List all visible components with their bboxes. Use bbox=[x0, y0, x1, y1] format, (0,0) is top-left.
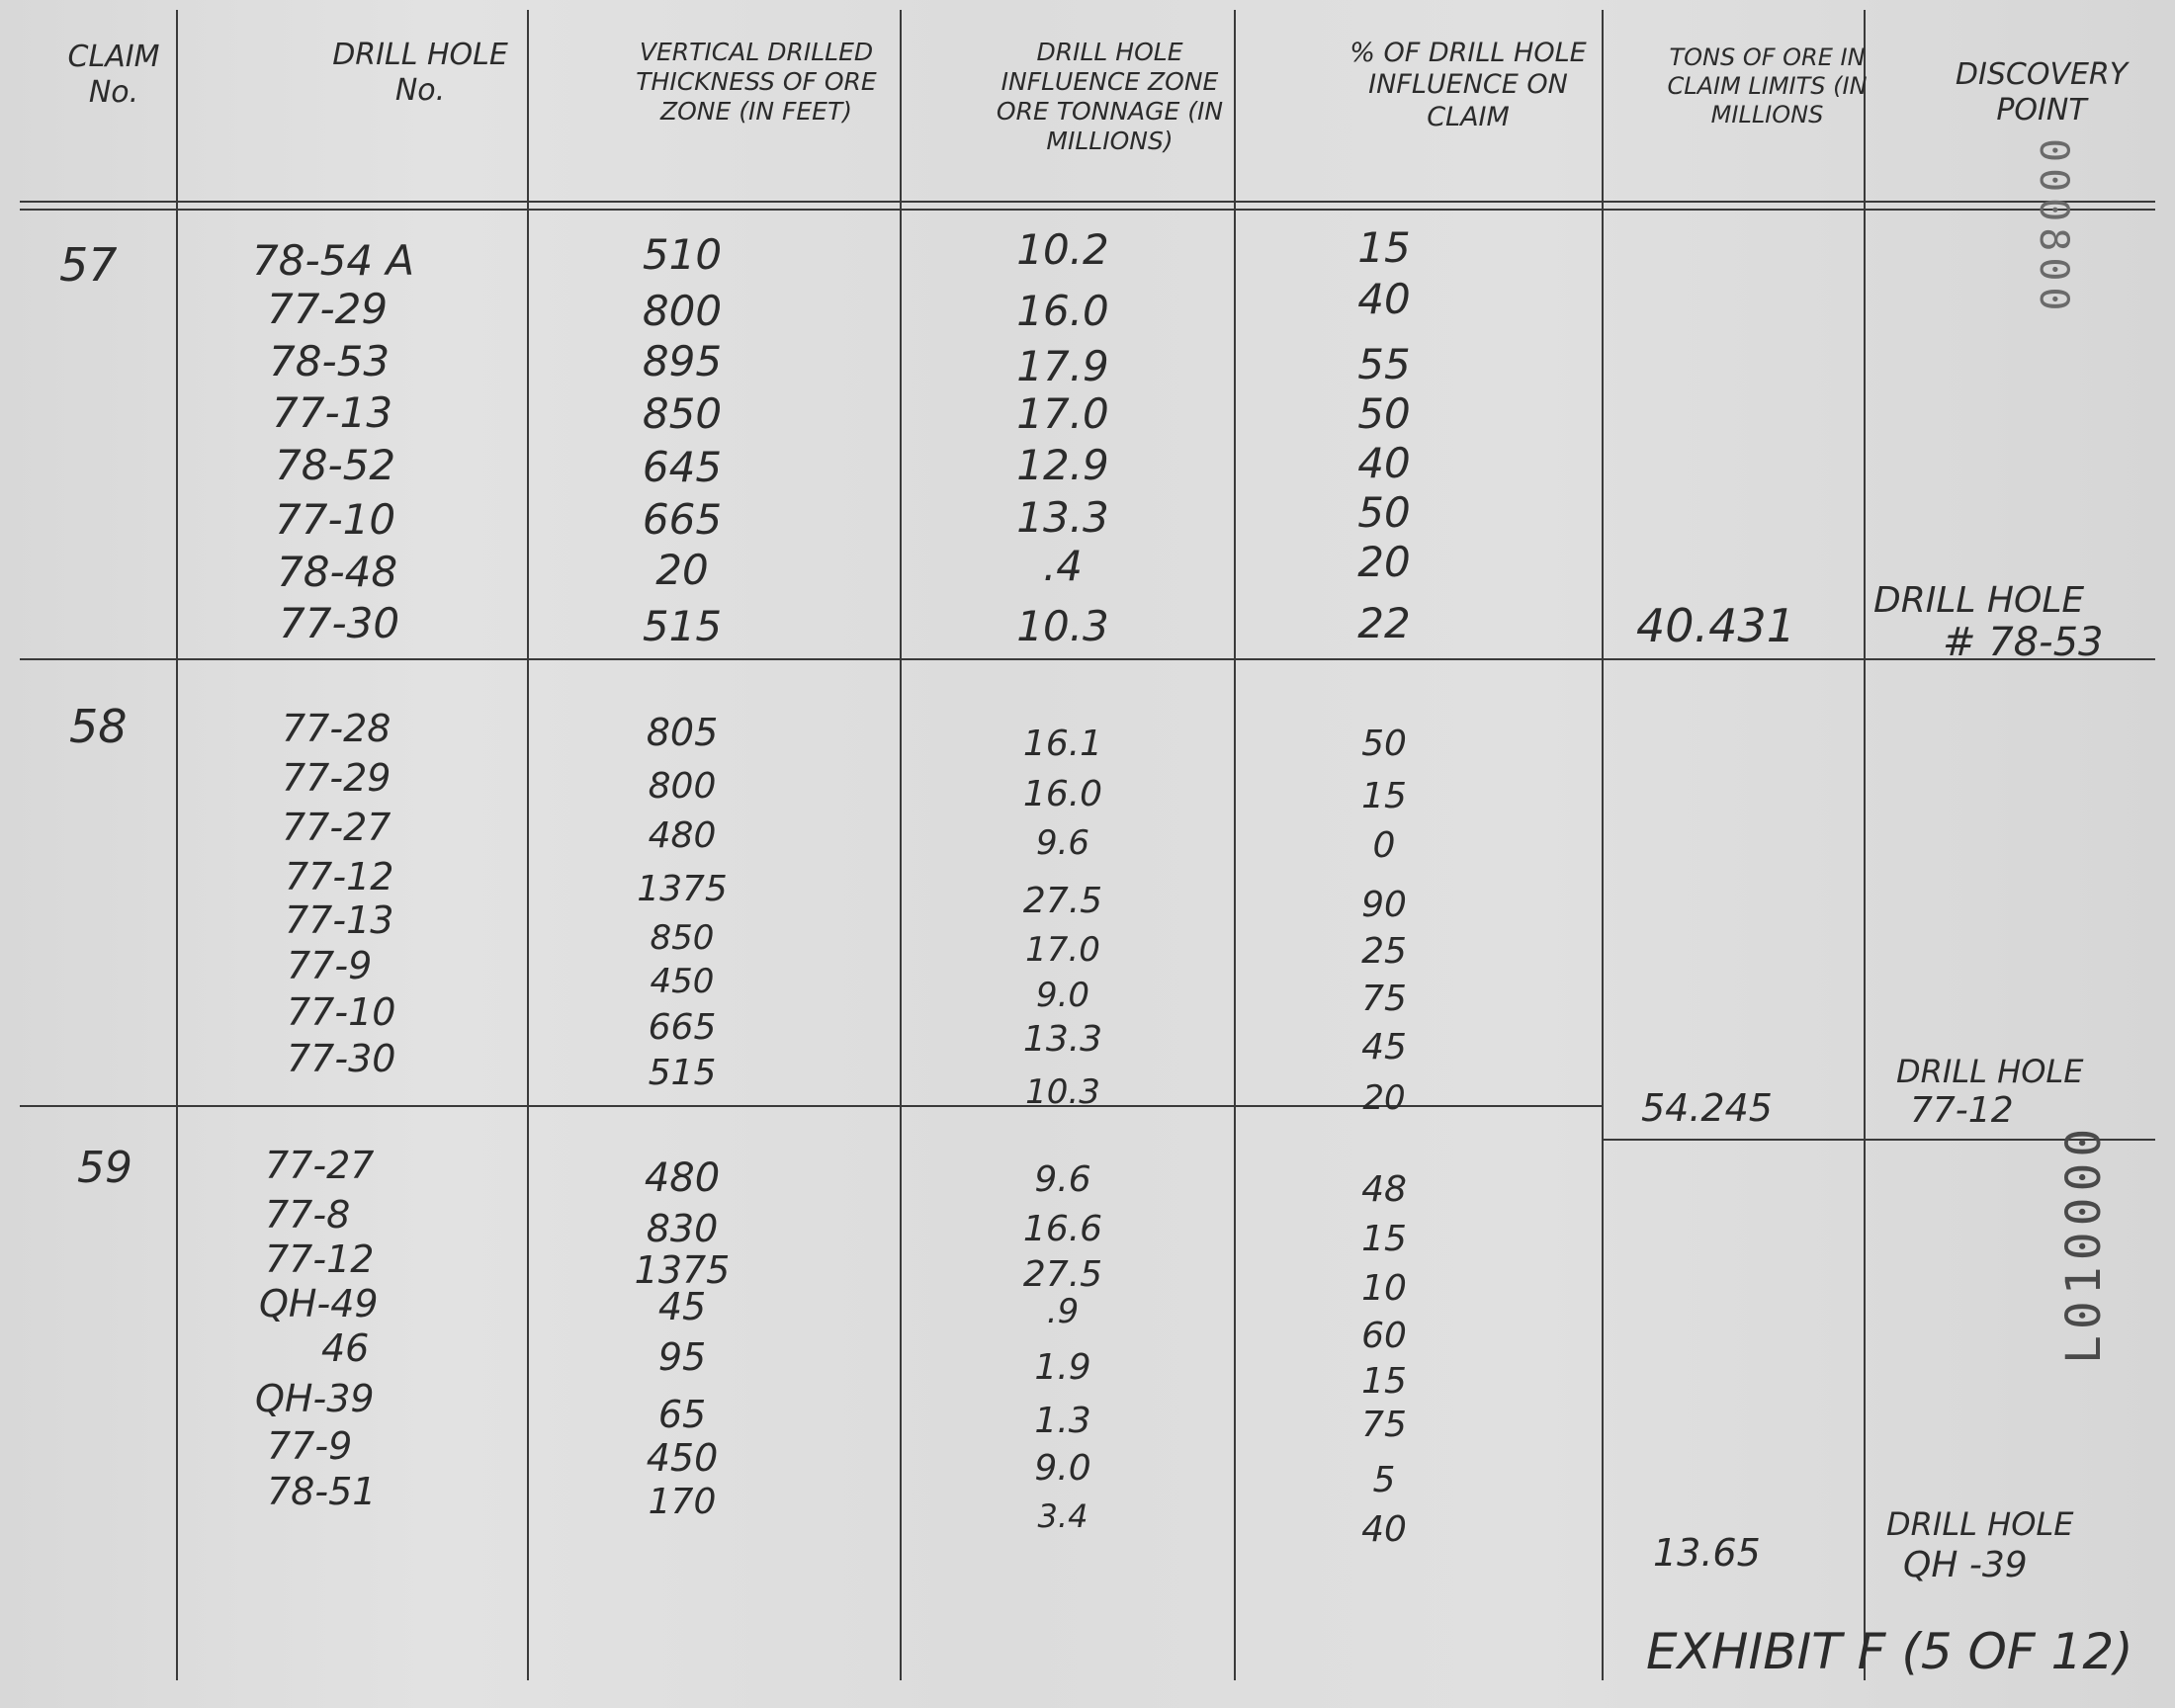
thickness-value: 450 bbox=[646, 1436, 719, 1480]
tonnage-value: 10.2 bbox=[1016, 225, 1109, 274]
pct-value: 22 bbox=[1357, 599, 1411, 647]
exhibit-label: EXHIBIT F (5 OF 12) bbox=[1646, 1623, 2133, 1680]
pct-value: 75 bbox=[1361, 1405, 1407, 1445]
tonnage-value: 10.3 bbox=[1025, 1072, 1100, 1112]
header-pct-influence: % OF DRILL HOLE INFLUENCE ON CLAIM bbox=[1349, 38, 1587, 132]
pct-value: 50 bbox=[1357, 389, 1411, 438]
drill-hole: 77-28 bbox=[282, 707, 392, 750]
thickness-value: 510 bbox=[642, 230, 723, 279]
header-discovery-point: DISCOVERY POINT bbox=[1955, 57, 2129, 128]
pct-value: 40 bbox=[1361, 1509, 1407, 1550]
header-tonnage: DRILL HOLE INFLUENCE ZONE ORE TONNAGE (IN MILLIONS) bbox=[996, 38, 1224, 155]
tonnage-value: 13.3 bbox=[1016, 493, 1109, 542]
drill-hole: 77-27 bbox=[282, 806, 392, 849]
thickness-value: 665 bbox=[648, 1007, 717, 1048]
header-thickness: VERTICAL DRILLED THICKNESS OF ORE ZONE (IN FEET) bbox=[636, 38, 877, 126]
tonnage-value: 16.1 bbox=[1022, 724, 1103, 764]
tonnage-value: 16.0 bbox=[1016, 287, 1109, 335]
header-rule bbox=[20, 201, 2155, 203]
drill-hole: 78-53 bbox=[269, 337, 391, 385]
thickness-value: 665 bbox=[642, 495, 723, 544]
drill-hole: 77-13 bbox=[272, 388, 393, 437]
pct-value: 20 bbox=[1362, 1078, 1406, 1118]
pct-value: 20 bbox=[1357, 538, 1411, 586]
discovery-point: # 78-53 bbox=[1943, 620, 2104, 665]
pct-value: 15 bbox=[1361, 1361, 1407, 1402]
page-stamp: 000800 bbox=[2031, 138, 2076, 317]
thickness-value: 850 bbox=[642, 389, 723, 438]
pct-value: 5 bbox=[1372, 1460, 1396, 1500]
drill-hole: 77-12 bbox=[285, 855, 394, 898]
thickness-value: 645 bbox=[642, 443, 723, 491]
claim-number: 58 bbox=[69, 700, 128, 753]
thickness-value: 800 bbox=[648, 766, 717, 807]
tonnage-value: 9.6 bbox=[1034, 1159, 1091, 1200]
drill-hole: QH-49 bbox=[259, 1282, 379, 1325]
tons-in-claim: 54.245 bbox=[1641, 1086, 1773, 1130]
pct-value: 15 bbox=[1361, 776, 1407, 816]
drill-hole: 78-51 bbox=[267, 1470, 377, 1513]
tonnage-value: .9 bbox=[1046, 1292, 1080, 1331]
thickness-value: 515 bbox=[648, 1053, 717, 1093]
pct-value: 90 bbox=[1361, 885, 1407, 925]
pct-value: 48 bbox=[1361, 1169, 1407, 1210]
tonnage-value: 10.3 bbox=[1016, 602, 1109, 650]
header-tons-in-claim: TONS OF ORE IN CLAIM LIMITS (IN MILLIONS bbox=[1667, 43, 1868, 128]
pct-value: 25 bbox=[1361, 931, 1407, 972]
pct-value: 55 bbox=[1357, 340, 1411, 388]
drill-hole: 77-10 bbox=[287, 990, 396, 1034]
tonnage-value: 9.0 bbox=[1034, 1448, 1091, 1489]
thickness-value: 480 bbox=[648, 815, 717, 856]
pct-value: 45 bbox=[1361, 1027, 1407, 1068]
thickness-value: 480 bbox=[644, 1155, 721, 1201]
column-divider bbox=[1234, 10, 1236, 1680]
pct-value: 15 bbox=[1361, 1219, 1407, 1259]
bates-number: L010000 bbox=[2056, 1122, 2112, 1364]
tonnage-value: 16.0 bbox=[1022, 774, 1103, 814]
tonnage-value: 3.4 bbox=[1037, 1497, 1088, 1535]
discovery-point: DRILL HOLE bbox=[1873, 580, 2085, 621]
thickness-value: 95 bbox=[657, 1335, 707, 1379]
column-divider bbox=[527, 10, 529, 1680]
thickness-value: 805 bbox=[646, 711, 719, 754]
drill-hole: 77-9 bbox=[287, 944, 373, 987]
pct-value: 40 bbox=[1357, 275, 1411, 323]
discovery-point: QH -39 bbox=[1903, 1545, 2028, 1585]
tonnage-value: 12.9 bbox=[1016, 441, 1109, 489]
tons-in-claim: 13.65 bbox=[1653, 1531, 1761, 1575]
tonnage-value: 17.9 bbox=[1016, 342, 1109, 390]
tonnage-value: 9.0 bbox=[1035, 976, 1090, 1015]
pct-value: 50 bbox=[1357, 488, 1411, 537]
pct-value: 40 bbox=[1357, 439, 1411, 487]
drill-hole: 77-13 bbox=[285, 898, 394, 942]
thickness-value: 850 bbox=[650, 918, 715, 958]
thickness-value: 1375 bbox=[637, 869, 728, 909]
tonnage-value: 17.0 bbox=[1016, 389, 1109, 438]
thickness-value: 800 bbox=[642, 287, 723, 335]
pct-value: 0 bbox=[1372, 825, 1396, 866]
tonnage-value: 13.3 bbox=[1022, 1019, 1103, 1060]
drill-hole: 77-30 bbox=[279, 599, 400, 647]
column-divider bbox=[900, 10, 902, 1680]
header-drill-hole-no: DRILL HOLE No. bbox=[332, 38, 508, 108]
drill-hole: 78-48 bbox=[277, 548, 398, 596]
header-rule bbox=[20, 209, 2155, 211]
tons-in-claim: 40.431 bbox=[1636, 599, 1795, 652]
tonnage-value: 16.6 bbox=[1022, 1209, 1103, 1249]
drill-hole: 77-10 bbox=[275, 495, 396, 544]
tonnage-value: .4 bbox=[1042, 542, 1084, 590]
drill-hole: QH-39 bbox=[255, 1377, 375, 1420]
thickness-value: 45 bbox=[657, 1285, 707, 1328]
claim-divider bbox=[20, 658, 2155, 660]
discovery-point: DRILL HOLE bbox=[1896, 1053, 2084, 1090]
tonnage-value: 9.6 bbox=[1035, 823, 1090, 863]
claim-number: 57 bbox=[59, 238, 118, 292]
tonnage-value: 1.9 bbox=[1034, 1347, 1091, 1388]
thickness-value: 830 bbox=[646, 1207, 719, 1250]
drill-hole: 77-30 bbox=[287, 1037, 396, 1080]
tonnage-value: 1.3 bbox=[1034, 1401, 1091, 1441]
claim-number: 59 bbox=[77, 1143, 132, 1193]
drill-hole: 78-52 bbox=[275, 441, 396, 489]
discovery-point: DRILL HOLE bbox=[1886, 1505, 2074, 1543]
thickness-value: 170 bbox=[648, 1482, 717, 1522]
thickness-value: 1375 bbox=[634, 1248, 731, 1292]
thickness-value: 450 bbox=[650, 962, 715, 1001]
column-divider bbox=[1602, 10, 1604, 1680]
discovery-point: 77-12 bbox=[1910, 1090, 2014, 1131]
drill-hole: 77-29 bbox=[282, 756, 392, 800]
column-divider bbox=[176, 10, 178, 1680]
drill-hole: 77-9 bbox=[267, 1424, 353, 1468]
column-divider bbox=[1864, 10, 1866, 1680]
thickness-value: 895 bbox=[642, 337, 723, 385]
drill-hole: 77-27 bbox=[265, 1144, 375, 1187]
pct-value: 15 bbox=[1357, 223, 1411, 272]
tonnage-value: 17.0 bbox=[1025, 930, 1100, 970]
drill-hole: 46 bbox=[321, 1326, 370, 1370]
drill-hole: 77-12 bbox=[265, 1238, 375, 1281]
thickness-value: 65 bbox=[657, 1393, 707, 1436]
drill-hole: 77-29 bbox=[267, 285, 389, 333]
tonnage-value: 27.5 bbox=[1022, 881, 1103, 921]
pct-value: 10 bbox=[1361, 1268, 1407, 1309]
pct-value: 75 bbox=[1361, 979, 1407, 1019]
tonnage-value: 27.5 bbox=[1022, 1254, 1103, 1295]
drill-hole: 78-54 A bbox=[252, 236, 415, 285]
thickness-value: 515 bbox=[642, 602, 723, 650]
thickness-value: 20 bbox=[655, 546, 709, 594]
pct-value: 50 bbox=[1361, 724, 1407, 764]
header-claim-no: CLAIM No. bbox=[67, 40, 160, 110]
pct-value: 60 bbox=[1361, 1316, 1407, 1356]
drill-hole: 77-8 bbox=[265, 1193, 351, 1237]
